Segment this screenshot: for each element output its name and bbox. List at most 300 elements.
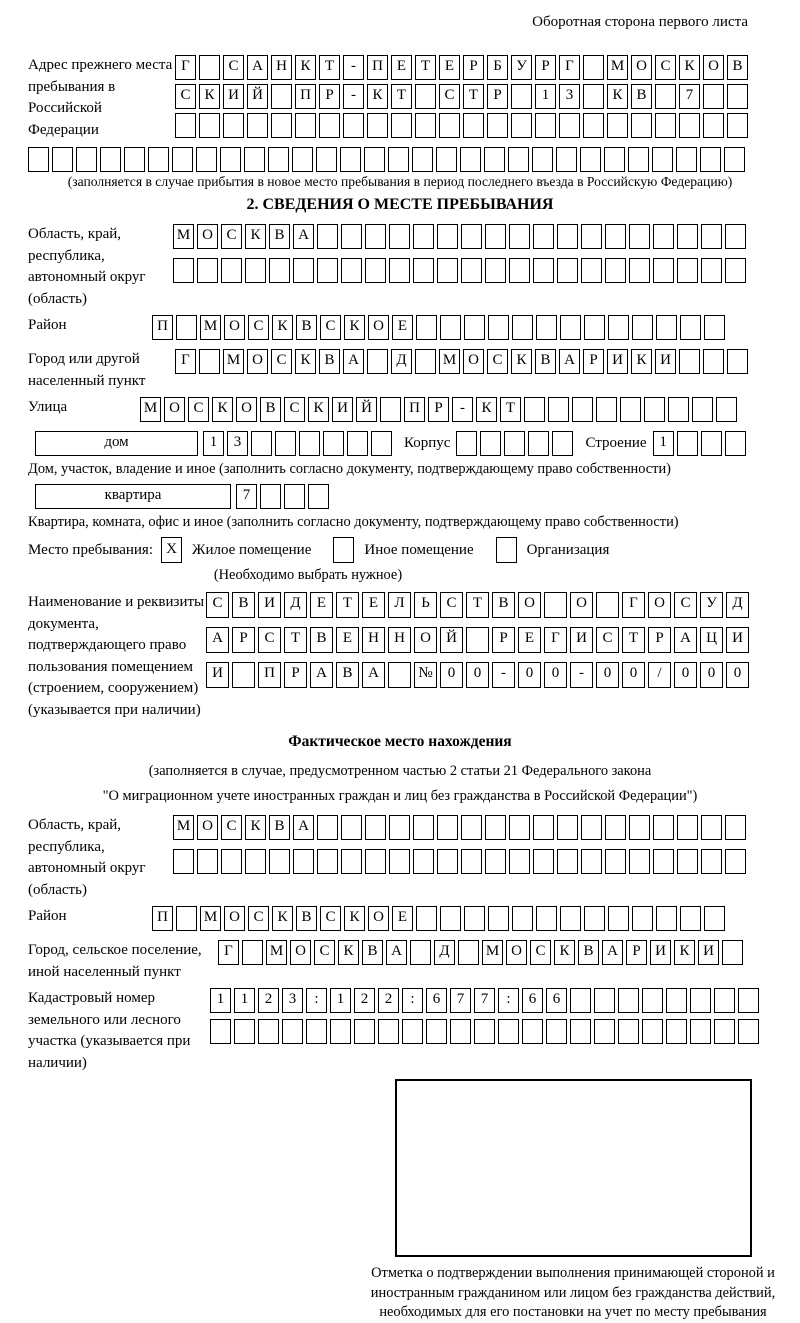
char-box[interactable]: 0	[700, 662, 723, 688]
char-box[interactable]: К	[295, 349, 316, 374]
char-box[interactable]	[544, 592, 567, 618]
char-box[interactable]	[677, 258, 698, 283]
char-box[interactable]	[618, 1019, 639, 1044]
char-box[interactable]	[176, 315, 197, 340]
char-box[interactable]: И	[655, 349, 676, 374]
char-box[interactable]: К	[295, 55, 316, 80]
char-box[interactable]	[269, 258, 290, 283]
char-box[interactable]	[581, 224, 602, 249]
char-box[interactable]: М	[482, 940, 503, 965]
char-box[interactable]	[608, 315, 629, 340]
char-box[interactable]	[560, 315, 581, 340]
char-box[interactable]: Г	[175, 55, 196, 80]
char-box[interactable]	[317, 849, 338, 874]
char-box[interactable]	[317, 815, 338, 840]
char-box[interactable]: К	[511, 349, 532, 374]
char-box[interactable]: С	[440, 592, 463, 618]
char-box[interactable]: Р	[535, 55, 556, 80]
char-box[interactable]	[716, 397, 737, 422]
char-box[interactable]	[488, 315, 509, 340]
char-box[interactable]	[656, 906, 677, 931]
char-box[interactable]	[299, 431, 320, 456]
char-box[interactable]: 1	[203, 431, 224, 456]
char-box[interactable]: О	[164, 397, 185, 422]
char-box[interactable]	[509, 258, 530, 283]
char-box[interactable]	[604, 147, 625, 172]
char-box[interactable]: С	[674, 592, 697, 618]
char-box[interactable]: Е	[336, 627, 359, 653]
char-box[interactable]	[402, 1019, 423, 1044]
char-box[interactable]	[232, 662, 255, 688]
char-box[interactable]: 1	[234, 988, 255, 1013]
char-box[interactable]: О	[703, 55, 724, 80]
char-box[interactable]	[293, 258, 314, 283]
char-box[interactable]	[509, 849, 530, 874]
char-box[interactable]: 0	[440, 662, 463, 688]
char-box[interactable]	[559, 113, 580, 138]
char-box[interactable]	[416, 906, 437, 931]
char-box[interactable]: Й	[356, 397, 377, 422]
char-box[interactable]	[628, 147, 649, 172]
char-box[interactable]: О	[197, 224, 218, 249]
char-box[interactable]	[556, 147, 577, 172]
char-box[interactable]: С	[314, 940, 335, 965]
char-box[interactable]: К	[679, 55, 700, 80]
char-box[interactable]: Й	[440, 627, 463, 653]
char-box[interactable]	[535, 113, 556, 138]
char-box[interactable]	[703, 349, 724, 374]
char-box[interactable]: О	[648, 592, 671, 618]
char-box[interactable]: У	[700, 592, 723, 618]
char-box[interactable]	[412, 147, 433, 172]
char-box[interactable]	[725, 849, 746, 874]
char-box[interactable]	[652, 147, 673, 172]
char-box[interactable]	[319, 113, 340, 138]
char-box[interactable]	[242, 940, 263, 965]
char-box[interactable]	[148, 147, 169, 172]
char-box[interactable]	[210, 1019, 231, 1044]
char-box[interactable]: Р	[626, 940, 647, 965]
char-box[interactable]: О	[631, 55, 652, 80]
char-box[interactable]: В	[260, 397, 281, 422]
char-box[interactable]	[509, 815, 530, 840]
char-box[interactable]: В	[310, 627, 333, 653]
char-box[interactable]: Р	[648, 627, 671, 653]
char-box[interactable]	[485, 224, 506, 249]
char-box[interactable]: Р	[284, 662, 307, 688]
char-box[interactable]	[306, 1019, 327, 1044]
char-box[interactable]	[631, 113, 652, 138]
char-box[interactable]	[605, 258, 626, 283]
char-box[interactable]	[124, 147, 145, 172]
char-box[interactable]	[440, 315, 461, 340]
checkbox-other-premises[interactable]	[333, 537, 354, 563]
char-box[interactable]	[552, 431, 573, 456]
char-box[interactable]	[618, 988, 639, 1013]
char-box[interactable]: В	[535, 349, 556, 374]
char-box[interactable]	[533, 849, 554, 874]
char-box[interactable]: 0	[726, 662, 749, 688]
char-box[interactable]	[533, 258, 554, 283]
char-box[interactable]	[413, 258, 434, 283]
char-box[interactable]	[389, 224, 410, 249]
char-box[interactable]	[677, 431, 698, 456]
char-box[interactable]: Т	[415, 55, 436, 80]
char-box[interactable]	[28, 147, 49, 172]
char-box[interactable]	[461, 815, 482, 840]
char-box[interactable]	[247, 113, 268, 138]
char-box[interactable]: К	[245, 224, 266, 249]
char-box[interactable]: Т	[391, 84, 412, 109]
char-box[interactable]	[524, 397, 545, 422]
char-box[interactable]: 0	[466, 662, 489, 688]
char-box[interactable]	[594, 988, 615, 1013]
char-box[interactable]	[727, 84, 748, 109]
char-box[interactable]	[690, 1019, 711, 1044]
char-box[interactable]: И	[570, 627, 593, 653]
char-box[interactable]: А	[674, 627, 697, 653]
char-box[interactable]	[413, 849, 434, 874]
char-box[interactable]	[365, 258, 386, 283]
char-box[interactable]	[52, 147, 73, 172]
char-box[interactable]	[466, 627, 489, 653]
char-box[interactable]: 0	[674, 662, 697, 688]
char-box[interactable]	[100, 147, 121, 172]
char-box[interactable]: Р	[428, 397, 449, 422]
char-box[interactable]: П	[152, 315, 173, 340]
char-box[interactable]: М	[266, 940, 287, 965]
char-box[interactable]	[692, 397, 713, 422]
char-box[interactable]	[197, 849, 218, 874]
char-box[interactable]	[629, 224, 650, 249]
char-box[interactable]	[722, 940, 743, 965]
char-box[interactable]: С	[248, 906, 269, 931]
char-box[interactable]: Т	[319, 55, 340, 80]
char-box[interactable]	[245, 849, 266, 874]
char-box[interactable]: -	[343, 84, 364, 109]
char-box[interactable]	[196, 147, 217, 172]
char-box[interactable]: С	[206, 592, 229, 618]
char-box[interactable]: М	[200, 315, 221, 340]
char-box[interactable]: Д	[284, 592, 307, 618]
char-box[interactable]	[629, 815, 650, 840]
char-box[interactable]: В	[492, 592, 515, 618]
char-box[interactable]	[704, 315, 725, 340]
char-box[interactable]	[727, 349, 748, 374]
char-box[interactable]: В	[269, 224, 290, 249]
char-box[interactable]: Н	[362, 627, 385, 653]
char-box[interactable]	[701, 431, 722, 456]
char-box[interactable]	[175, 113, 196, 138]
char-box[interactable]	[389, 815, 410, 840]
char-box[interactable]: 2	[354, 988, 375, 1013]
char-box[interactable]	[220, 147, 241, 172]
char-box[interactable]	[410, 940, 431, 965]
char-box[interactable]	[464, 315, 485, 340]
char-box[interactable]	[293, 849, 314, 874]
char-box[interactable]: С	[320, 315, 341, 340]
char-box[interactable]: У	[511, 55, 532, 80]
char-box[interactable]: 6	[546, 988, 567, 1013]
char-box[interactable]	[340, 147, 361, 172]
char-box[interactable]	[512, 906, 533, 931]
char-box[interactable]: 1	[330, 988, 351, 1013]
char-box[interactable]	[581, 849, 602, 874]
char-box[interactable]: Е	[439, 55, 460, 80]
char-box[interactable]	[581, 815, 602, 840]
char-box[interactable]: О	[570, 592, 593, 618]
char-box[interactable]: И	[223, 84, 244, 109]
char-box[interactable]: О	[197, 815, 218, 840]
char-box[interactable]	[380, 397, 401, 422]
char-box[interactable]: Е	[518, 627, 541, 653]
char-box[interactable]	[367, 349, 388, 374]
char-box[interactable]: П	[367, 55, 388, 80]
char-box[interactable]: М	[439, 349, 460, 374]
char-box[interactable]: С	[439, 84, 460, 109]
char-box[interactable]	[666, 1019, 687, 1044]
char-box[interactable]: 7	[474, 988, 495, 1013]
char-box[interactable]	[260, 484, 281, 509]
char-box[interactable]: К	[476, 397, 497, 422]
char-box[interactable]: О	[506, 940, 527, 965]
char-box[interactable]	[485, 258, 506, 283]
char-box[interactable]	[533, 815, 554, 840]
char-box[interactable]: К	[272, 315, 293, 340]
char-box[interactable]	[642, 988, 663, 1013]
char-box[interactable]: :	[498, 988, 519, 1013]
char-box[interactable]: С	[284, 397, 305, 422]
char-box[interactable]: 3	[227, 431, 248, 456]
char-box[interactable]	[316, 147, 337, 172]
char-box[interactable]	[487, 113, 508, 138]
char-box[interactable]: /	[648, 662, 671, 688]
char-box[interactable]	[701, 224, 722, 249]
char-box[interactable]: Й	[247, 84, 268, 109]
char-box[interactable]: М	[173, 224, 194, 249]
char-box[interactable]	[371, 431, 392, 456]
char-box[interactable]	[725, 224, 746, 249]
char-box[interactable]	[488, 906, 509, 931]
char-box[interactable]: Р	[492, 627, 515, 653]
char-box[interactable]: Е	[392, 906, 413, 931]
char-box[interactable]	[632, 315, 653, 340]
char-box[interactable]	[413, 815, 434, 840]
char-box[interactable]	[456, 431, 477, 456]
char-box[interactable]: Г	[559, 55, 580, 80]
char-box[interactable]: С	[271, 349, 292, 374]
char-box[interactable]	[461, 849, 482, 874]
char-box[interactable]: 1	[535, 84, 556, 109]
char-box[interactable]: Т	[500, 397, 521, 422]
char-box[interactable]	[426, 1019, 447, 1044]
char-box[interactable]	[690, 988, 711, 1013]
char-box[interactable]	[221, 849, 242, 874]
char-box[interactable]: И	[607, 349, 628, 374]
char-box[interactable]	[548, 397, 569, 422]
char-box[interactable]: Г	[218, 940, 239, 965]
char-box[interactable]: В	[727, 55, 748, 80]
char-box[interactable]: -	[452, 397, 473, 422]
char-box[interactable]	[605, 815, 626, 840]
char-box[interactable]	[295, 113, 316, 138]
char-box[interactable]: В	[362, 940, 383, 965]
char-box[interactable]	[738, 1019, 759, 1044]
char-box[interactable]	[416, 315, 437, 340]
char-box[interactable]	[172, 147, 193, 172]
char-box[interactable]: А	[602, 940, 623, 965]
char-box[interactable]: И	[332, 397, 353, 422]
char-box[interactable]	[437, 849, 458, 874]
char-box[interactable]: И	[726, 627, 749, 653]
char-box[interactable]: О	[224, 906, 245, 931]
char-box[interactable]: №	[414, 662, 437, 688]
char-box[interactable]	[234, 1019, 255, 1044]
char-box[interactable]: П	[404, 397, 425, 422]
char-box[interactable]	[642, 1019, 663, 1044]
char-box[interactable]: Р	[487, 84, 508, 109]
char-box[interactable]: П	[295, 84, 316, 109]
char-box[interactable]	[458, 940, 479, 965]
char-box[interactable]	[389, 258, 410, 283]
char-box[interactable]: П	[152, 906, 173, 931]
char-box[interactable]: К	[344, 315, 365, 340]
char-box[interactable]	[583, 84, 604, 109]
char-box[interactable]	[557, 815, 578, 840]
char-box[interactable]	[437, 815, 458, 840]
char-box[interactable]: С	[248, 315, 269, 340]
char-box[interactable]	[677, 815, 698, 840]
char-box[interactable]	[570, 1019, 591, 1044]
char-box[interactable]: К	[631, 349, 652, 374]
char-box[interactable]: 2	[258, 988, 279, 1013]
char-box[interactable]	[271, 84, 292, 109]
char-box[interactable]	[583, 55, 604, 80]
char-box[interactable]: С	[188, 397, 209, 422]
char-box[interactable]	[725, 431, 746, 456]
char-box[interactable]: Т	[336, 592, 359, 618]
char-box[interactable]: В	[296, 906, 317, 931]
char-box[interactable]	[415, 349, 436, 374]
char-box[interactable]	[570, 988, 591, 1013]
char-box[interactable]: М	[140, 397, 161, 422]
char-box[interactable]: 2	[378, 988, 399, 1013]
char-box[interactable]	[608, 906, 629, 931]
char-box[interactable]	[485, 849, 506, 874]
char-box[interactable]	[440, 906, 461, 931]
char-box[interactable]: 7	[236, 484, 257, 509]
char-box[interactable]: С	[530, 940, 551, 965]
char-box[interactable]	[656, 315, 677, 340]
char-box[interactable]: О	[247, 349, 268, 374]
char-box[interactable]	[680, 906, 701, 931]
char-box[interactable]	[596, 397, 617, 422]
char-box[interactable]: О	[414, 627, 437, 653]
char-box[interactable]	[439, 113, 460, 138]
char-box[interactable]	[391, 113, 412, 138]
char-box[interactable]	[738, 988, 759, 1013]
char-box[interactable]: 0	[518, 662, 541, 688]
char-box[interactable]: С	[487, 349, 508, 374]
char-box[interactable]: Р	[583, 349, 604, 374]
char-box[interactable]	[677, 224, 698, 249]
char-box[interactable]: И	[258, 592, 281, 618]
char-box[interactable]: П	[258, 662, 281, 688]
char-box[interactable]	[268, 147, 289, 172]
char-box[interactable]: С	[221, 815, 242, 840]
char-box[interactable]	[461, 258, 482, 283]
char-box[interactable]	[364, 147, 385, 172]
char-box[interactable]	[251, 431, 272, 456]
char-box[interactable]: О	[518, 592, 541, 618]
char-box[interactable]	[605, 849, 626, 874]
char-box[interactable]	[244, 147, 265, 172]
char-box[interactable]	[701, 849, 722, 874]
char-box[interactable]	[653, 224, 674, 249]
char-box[interactable]	[275, 431, 296, 456]
char-box[interactable]	[199, 349, 220, 374]
char-box[interactable]	[460, 147, 481, 172]
char-box[interactable]	[308, 484, 329, 509]
char-box[interactable]: С	[223, 55, 244, 80]
char-box[interactable]	[474, 1019, 495, 1044]
char-box[interactable]: О	[368, 906, 389, 931]
char-box[interactable]: 3	[559, 84, 580, 109]
char-box[interactable]	[653, 849, 674, 874]
char-box[interactable]	[464, 906, 485, 931]
char-box[interactable]	[632, 906, 653, 931]
char-box[interactable]: Б	[487, 55, 508, 80]
checkbox-organization[interactable]	[496, 537, 517, 563]
char-box[interactable]: С	[320, 906, 341, 931]
char-box[interactable]	[282, 1019, 303, 1044]
char-box[interactable]: Е	[391, 55, 412, 80]
char-box[interactable]	[323, 431, 344, 456]
char-box[interactable]: Е	[362, 592, 385, 618]
char-box[interactable]: О	[236, 397, 257, 422]
char-box[interactable]: К	[607, 84, 628, 109]
char-box[interactable]: Е	[310, 592, 333, 618]
char-box[interactable]: М	[607, 55, 628, 80]
char-box[interactable]	[258, 1019, 279, 1044]
char-box[interactable]: И	[698, 940, 719, 965]
char-box[interactable]: 7	[450, 988, 471, 1013]
char-box[interactable]: Г	[544, 627, 567, 653]
char-box[interactable]: А	[310, 662, 333, 688]
char-box[interactable]: :	[306, 988, 327, 1013]
char-box[interactable]	[655, 84, 676, 109]
char-box[interactable]	[666, 988, 687, 1013]
char-box[interactable]	[676, 147, 697, 172]
char-box[interactable]	[484, 147, 505, 172]
char-box[interactable]	[677, 849, 698, 874]
char-box[interactable]	[365, 224, 386, 249]
char-box[interactable]: 0	[544, 662, 567, 688]
char-box[interactable]	[557, 224, 578, 249]
char-box[interactable]	[680, 315, 701, 340]
char-box[interactable]: 6	[426, 988, 447, 1013]
char-box[interactable]	[700, 147, 721, 172]
char-box[interactable]: Г	[622, 592, 645, 618]
char-box[interactable]	[173, 258, 194, 283]
char-box[interactable]	[607, 113, 628, 138]
char-box[interactable]	[365, 815, 386, 840]
char-box[interactable]: С	[655, 55, 676, 80]
char-box[interactable]: Т	[466, 592, 489, 618]
char-box[interactable]: Р	[319, 84, 340, 109]
char-box[interactable]: 0	[596, 662, 619, 688]
char-box[interactable]: 7	[679, 84, 700, 109]
